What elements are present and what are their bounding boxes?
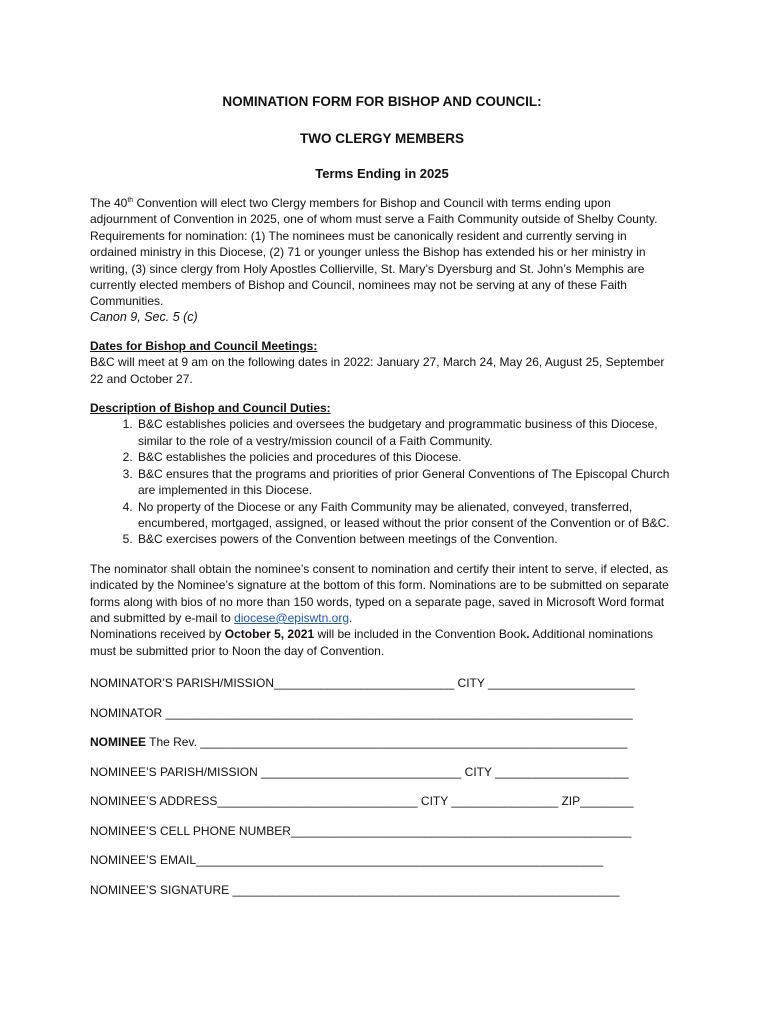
meetings-heading: Dates for Bishop and Council Meetings: (90, 338, 318, 353)
list-item: 5. B&C exercises powers of the Convention between meetings of the Convention. (136, 531, 674, 547)
nominator-paragraph (90, 561, 674, 659)
email-link[interactable]: diocese@episwtn.org (234, 610, 349, 625)
duties-heading: Description of Bishop and Council Duties: (90, 401, 331, 416)
list-item: 2. B&C establishes the policies and procedures of this Diocese. (136, 449, 674, 465)
meetings-section (90, 338, 674, 387)
deadline-dot: . (526, 627, 530, 642)
nominee-email-field[interactable]: NOMINEE’S EMAIL_____________________________________________________________ (90, 853, 604, 868)
deadline-middle: will be included in the Convention Book (314, 627, 527, 642)
nominee-line: The Rev. ________________________________________________________________ (146, 735, 628, 750)
duties-list (90, 416, 674, 547)
nominator-parish-field[interactable]: NOMINATOR’S PARISH/MISSION___________________________ CITY ______________________ (90, 676, 635, 691)
form-title: NOMINATION FORM FOR BISHOP AND COUNCIL: (222, 94, 542, 109)
deadline-prefix: Nominations received by (90, 627, 225, 642)
nominee-signature-field[interactable]: NOMINEE’S SIGNATURE __________________________________________________________ (90, 882, 620, 897)
form-subtitle: TWO CLERGY MEMBERS (299, 131, 464, 146)
nominee-parish-field[interactable]: NOMINEE’S PARISH/MISSION ______________________________ CITY ____________________ (90, 764, 629, 779)
terms-heading: Terms Ending in 2025 (315, 166, 449, 181)
canon-reference: Canon 9, Sec. 5 (c) (90, 309, 198, 324)
deadline-date: October 5, 2021 (224, 627, 315, 642)
nominee-address-field[interactable]: NOMINEE’S ADDRESS______________________________ CITY ________________ ZIP________ (90, 794, 634, 809)
nominee-label: NOMINEE (90, 735, 147, 750)
intro-text: Convention will elect two Clergy members for Bishop and Council with terms ending upon adjournment of Convention in 2025, one of whom must serve a Faith Community outside of Shelby County. Requirements for nomination: (1) The nominees must be canonically resident and currently serving in ordained ministry in this Diocese, (2) 71 or younger unless the Bishop has extended his or her ministry in writing, (3) since clergy from Holy Apostles Collierville, St. Mary’s Dyersburg and St. John’s Memphis are currently elected members of Bishop and Council, nominees may not be serving at any of these Faith Communities. (90, 196, 658, 309)
nominator-text: The nominator shall obtain the nominee’s consent to nomination and certify their intent to serve, if elected, as indicated by the Nominee’s signature at the bottom of this form. Nominations are to be submitted on separate forms along with bios of no more than 150 words, typed on a separate page, saved in Microsoft Word format and submitted by e-mail to (90, 561, 669, 625)
duties-section (90, 400, 674, 548)
list-item: 1. B&C establishes policies and oversees the budgetary and programmatic business of this Diocese, similar to the role of a vestry/mission council of a Faith Community. (136, 416, 674, 449)
list-item: 3. B&C ensures that the programs and priorities of prior General Conventions of The Episcopal Church are implemented in this Diocese. (136, 466, 674, 499)
nominee-field[interactable] (90, 734, 674, 764)
nominator-field[interactable]: NOMINATOR ______________________________________________________________________ (90, 705, 633, 720)
meetings-text: B&C will meet at 9 am on the following dates in 2022: January 27, March 24, May 26, August 25, September 22 and October 27. (90, 355, 665, 386)
intro-paragraph (90, 195, 674, 310)
intro-sup: th (127, 197, 134, 204)
deadline-suffix: Additional nominations must be submitted prior to Noon the day of Convention. (90, 627, 654, 658)
list-item: 4. No property of the Diocese or any Faith Community may be alienated, conveyed, transferred, encumbered, mortgaged, assigned, or leased without the prior consent of the Convention or of B&C. (136, 499, 674, 532)
nomination-fields (90, 675, 674, 911)
intro-the: The 40 (90, 196, 128, 210)
after-email: . (349, 610, 353, 625)
nominee-phone-field[interactable]: NOMINEE’S CELL PHONE NUMBER___________________________________________________ (90, 823, 632, 838)
